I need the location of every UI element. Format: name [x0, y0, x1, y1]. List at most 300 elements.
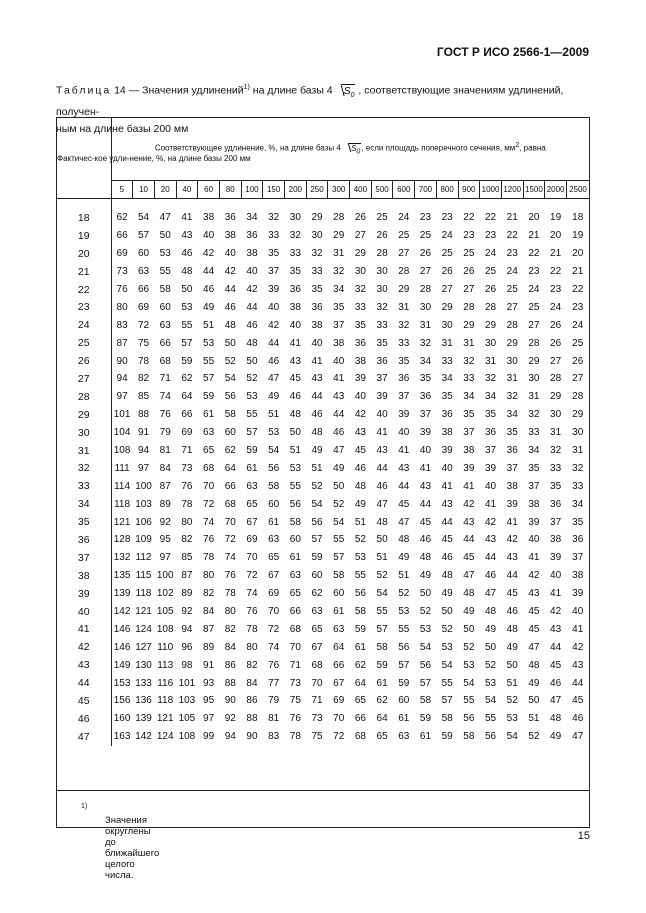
table-cell: 41 [441, 480, 453, 492]
table-cell: 23 [506, 248, 518, 260]
area-column-header: 100 [241, 181, 263, 199]
table-cell: 50 [463, 623, 475, 635]
table-cell: 37 [550, 516, 562, 528]
table-cell: 54 [484, 695, 497, 707]
table-cell: 43 [463, 516, 475, 528]
area-column-header: 40 [176, 181, 198, 199]
elongation-200mm-cell: 25 [57, 334, 111, 352]
table-cell: 51 [528, 713, 540, 725]
table-cell: 23 [441, 212, 453, 224]
table-cell: 36 [246, 230, 258, 242]
table-cell: 47 [572, 731, 584, 743]
table-cell: 60 [311, 570, 323, 582]
table-cell: 50 [441, 606, 453, 618]
table-cell: 32 [376, 301, 388, 313]
table-cell: 22 [572, 284, 584, 295]
table-cell: 32 [550, 445, 562, 457]
table-cell: 40 [398, 427, 410, 439]
elongation-200mm-cell: 21 [57, 263, 111, 281]
table-cell: 55 [398, 623, 410, 635]
table-cell: 36 [354, 337, 366, 349]
table-cell: 34 [333, 284, 345, 295]
table-cell: 37 [484, 445, 497, 457]
table-cell: 89 [203, 641, 215, 653]
table-cell: 26 [376, 230, 388, 242]
table-cell: 26 [550, 337, 562, 349]
table-cell: 31 [398, 301, 410, 313]
footnote-mark: 1) [81, 803, 88, 810]
table-cell: 124 [135, 623, 152, 635]
table-cell: 66 [181, 409, 193, 421]
table-cell: 45 [528, 606, 540, 618]
table-cell: 33 [289, 248, 301, 260]
table-cell: 47 [463, 570, 475, 582]
table-cell: 132 [113, 552, 131, 564]
table-cell: 76 [203, 534, 215, 546]
table-cell: 43 [289, 355, 301, 367]
table-row [57, 495, 589, 513]
table-cell: 45 [289, 373, 301, 385]
table-cell: 63 [333, 623, 345, 635]
table-cell: 44 [224, 284, 236, 295]
table-cell: 34 [246, 212, 258, 224]
table-cell: 62 [224, 445, 236, 457]
table-cell: 48 [224, 319, 236, 331]
table-cell: 39 [376, 391, 388, 403]
table-cell: 87 [159, 480, 171, 492]
table-cell: 82 [246, 659, 258, 671]
table-cell: 32 [528, 409, 540, 421]
table-cell: 41 [398, 445, 410, 457]
table-cell: 34 [528, 445, 540, 457]
table-cell: 80 [116, 301, 128, 313]
table-cell: 26 [572, 355, 584, 367]
table-cell: 58 [419, 695, 432, 707]
elongation-200mm-cell: 46 [57, 710, 111, 728]
table-cell: 90 [116, 355, 128, 367]
table-cell: 95 [203, 695, 215, 707]
table-cell: 38 [550, 534, 562, 546]
table-cell: 108 [113, 445, 131, 457]
table-row [57, 513, 589, 531]
area-column-header: 700 [415, 181, 437, 199]
table-cell: 41 [333, 373, 345, 385]
table-cell: 40 [268, 301, 280, 313]
table-cell: 127 [135, 641, 152, 653]
table-cell: 59 [398, 677, 410, 689]
table-cell: 44 [484, 552, 497, 564]
table-cell: 35 [506, 427, 518, 439]
elongation-200mm-cell: 40 [57, 603, 111, 621]
area-column-header: 300 [328, 181, 350, 199]
table-cell: 62 [181, 373, 193, 385]
table-cell: 46 [354, 462, 366, 474]
table-cell: 65 [376, 731, 388, 743]
table-cell: 68 [289, 623, 301, 635]
table-cell: 35 [528, 462, 540, 474]
table-cell: 31 [572, 445, 584, 457]
table-cell: 52 [506, 695, 518, 707]
table-row [57, 370, 589, 388]
table-cell: 43 [311, 373, 323, 385]
table-cell: 104 [113, 427, 131, 439]
table-cell: 72 [268, 623, 280, 635]
table-cell: 40 [289, 319, 301, 331]
table-cell: 84 [159, 462, 171, 474]
table-cell: 97 [159, 552, 171, 564]
table-cell: 34 [441, 373, 453, 385]
table-cell: 42 [528, 570, 540, 582]
table-cell: 79 [159, 427, 171, 439]
elongation-200mm-cell: 39 [57, 585, 111, 603]
elongation-200mm-cell: 43 [57, 656, 111, 674]
table-row [57, 638, 589, 656]
table-cell: 44 [572, 677, 584, 689]
table-cell: 31 [550, 427, 562, 439]
table-cell: 29 [528, 355, 540, 367]
table-cell: 61 [354, 641, 366, 653]
table-cell: 68 [311, 659, 323, 671]
table-cell: 37 [463, 427, 475, 439]
table-cell: 31 [463, 337, 475, 349]
table-cell: 56 [224, 391, 236, 403]
table-cell: 50 [506, 659, 518, 671]
table-cell: 40 [333, 355, 345, 367]
table-cell: 72 [137, 319, 150, 331]
table-cell: 30 [376, 266, 388, 278]
table-cell: 93 [203, 677, 215, 689]
table-cell: 49 [484, 623, 497, 635]
table-cell: 34 [419, 355, 432, 367]
table-cell: 29 [484, 319, 497, 331]
table-cell: 31 [506, 373, 518, 385]
table-cell: 64 [224, 462, 236, 474]
table-cell: 89 [181, 588, 193, 600]
table-cell: 63 [246, 480, 258, 492]
table-cell: 89 [159, 498, 171, 510]
table-cell: 115 [135, 570, 152, 582]
table-cell: 28 [506, 319, 518, 331]
table-cell: 52 [484, 659, 497, 671]
area-column-header: 60 [198, 181, 220, 199]
table-cell: 44 [463, 534, 475, 546]
table-cell: 112 [135, 552, 152, 564]
area-column-header: 150 [263, 181, 285, 199]
table-cell: 36 [398, 373, 410, 385]
table-cell: 32 [419, 337, 432, 349]
table-cell: 86 [246, 695, 258, 707]
table-cell: 62 [354, 659, 366, 671]
table-cell: 43 [572, 659, 584, 671]
table-cell: 105 [156, 606, 174, 618]
table-cell: 39 [463, 462, 475, 474]
table-cell: 114 [114, 480, 131, 492]
table-cell: 146 [113, 623, 131, 635]
table-cell: 57 [246, 427, 258, 439]
table-cell: 46 [506, 606, 518, 618]
table-cell: 54 [419, 641, 432, 653]
table-cell: 82 [203, 588, 215, 600]
table-cell: 46 [181, 248, 193, 260]
elongation-200mm-cell: 45 [57, 692, 111, 710]
table-cell: 32 [484, 373, 497, 385]
table-row [57, 245, 589, 263]
table-cell: 36 [311, 301, 323, 313]
area-column-header: 250 [306, 181, 328, 199]
table-cell: 47 [484, 588, 497, 600]
table-cell: 68 [159, 355, 171, 367]
table-cell: 50 [246, 355, 258, 367]
table-cell: 65 [311, 623, 323, 635]
table-cell: 94 [116, 373, 128, 385]
table-row [57, 227, 589, 245]
table-cell: 76 [268, 659, 280, 671]
table-cell: 22 [528, 248, 540, 260]
table-cell: 92 [159, 516, 171, 528]
table-cell: 39 [419, 427, 432, 439]
table-cell: 67 [311, 641, 323, 653]
table-cell: 77 [268, 677, 280, 689]
table-cell: 61 [203, 409, 215, 421]
formula-sub: 0 [350, 91, 355, 99]
table-cell: 78 [224, 588, 236, 600]
table-cell: 35 [376, 337, 388, 349]
table-cell: 53 [419, 623, 432, 635]
table-cell: 72 [203, 498, 215, 510]
table-cell: 44 [268, 337, 280, 349]
table-row [57, 567, 589, 585]
table-cell: 40 [528, 534, 540, 546]
table-cell: 23 [572, 301, 584, 313]
table-cell: 29 [550, 391, 562, 403]
table-cell: 66 [159, 337, 171, 349]
table-row [57, 692, 589, 710]
table-cell: 42 [268, 319, 280, 331]
table-cell: 49 [311, 445, 323, 457]
table-cell: 28 [572, 391, 584, 403]
table-cell: 53 [289, 462, 301, 474]
formula-s: S [343, 84, 351, 97]
table-cell: 41 [572, 623, 584, 635]
table-cell: 37 [572, 552, 584, 564]
table-cell: 36 [289, 284, 301, 295]
table-cell: 52 [398, 588, 410, 600]
table-cell: 54 [333, 516, 345, 528]
area-column-header: 200 [285, 181, 307, 199]
table-cell: 48 [550, 713, 562, 725]
table-cell: 46 [484, 570, 497, 582]
table-row [57, 531, 589, 549]
table-cell: 46 [268, 355, 280, 367]
table-cell: 26 [419, 248, 432, 260]
table-cell: 47 [550, 695, 562, 707]
table-cell: 61 [419, 731, 432, 743]
table-cell: 25 [528, 301, 540, 313]
area-column-header: 400 [350, 181, 372, 199]
table-cell: 25 [419, 230, 432, 242]
table-cell: 50 [419, 588, 432, 600]
table-cell: 48 [463, 588, 475, 600]
table-cell: 63 [398, 731, 410, 743]
table-cell: 22 [506, 230, 518, 242]
table-cell: 36 [484, 427, 497, 439]
table-cell: 38 [463, 445, 475, 457]
table-cell: 48 [419, 552, 432, 564]
table-row [57, 298, 589, 316]
table-cell: 47 [268, 373, 280, 385]
table-cell: 52 [246, 373, 258, 385]
table-cell: 28 [398, 266, 410, 278]
table-cell: 156 [113, 695, 131, 707]
table-cell: 55 [484, 713, 497, 725]
area-column-header: 2500 [566, 181, 589, 199]
table-cell: 53 [246, 391, 258, 403]
table-cell: 45 [572, 695, 584, 707]
table-cell: 41 [506, 516, 518, 528]
table-cell: 45 [463, 552, 475, 564]
table-cell: 88 [246, 713, 258, 725]
table-cell: 36 [550, 498, 562, 510]
table-cell: 73 [116, 266, 128, 278]
table-cell: 160 [113, 713, 131, 725]
table-cell: 51 [289, 445, 301, 457]
table-cell: 60 [333, 588, 345, 600]
table-cell: 57 [398, 659, 410, 671]
table-cell: 100 [156, 570, 174, 582]
table-cell: 149 [113, 659, 131, 671]
table-cell: 51 [354, 516, 366, 528]
table-row [57, 674, 589, 692]
area-column-header: 2000 [545, 181, 567, 199]
table-cell: 67 [268, 570, 280, 582]
table-cell: 39 [484, 462, 497, 474]
table-cell: 53 [268, 427, 280, 439]
table-cell: 49 [528, 677, 540, 689]
table-cell: 53 [203, 337, 215, 349]
table-cell: 49 [550, 731, 562, 743]
table-cell: 29 [354, 248, 366, 260]
table-cell: 54 [137, 212, 150, 224]
table-cell: 54 [224, 373, 236, 385]
sqrt-so-formula [336, 83, 356, 104]
table-cell: 83 [116, 319, 128, 331]
elongation-200mm-cell: 20 [57, 245, 111, 263]
table-cell: 70 [333, 713, 345, 725]
table-cell: 29 [311, 212, 323, 224]
caption-number: 14 [114, 84, 126, 97]
table-cell: 19 [550, 212, 562, 224]
table-cell: 113 [157, 659, 174, 671]
table-cell: 56 [311, 516, 323, 528]
table-cell: 42 [246, 284, 258, 295]
table-cell: 103 [178, 695, 196, 707]
table-cell: 24 [484, 248, 497, 260]
table-cell: 67 [333, 677, 345, 689]
table-cell: 43 [354, 427, 366, 439]
caption-line-2: ным на длине базы 200 мм [56, 122, 189, 135]
table-cell: 58 [441, 713, 453, 725]
table-cell: 88 [224, 677, 236, 689]
table-cell: 76 [181, 480, 193, 492]
table-cell: 54 [441, 659, 453, 671]
table-cell: 43 [484, 534, 497, 546]
table-cell: 33 [268, 230, 280, 242]
table-cell: 51 [376, 552, 388, 564]
table-row [57, 459, 589, 477]
table-cell: 72 [246, 570, 258, 582]
table-cell: 37 [528, 480, 540, 492]
table-cell: 59 [441, 731, 453, 743]
table-cell: 66 [354, 713, 366, 725]
table-cell: 42 [463, 498, 475, 510]
table-cell: 46 [289, 391, 301, 403]
table-cell: 41 [181, 212, 193, 224]
table-cell: 52 [528, 731, 540, 743]
area-column-header: 500 [371, 181, 393, 199]
table-cell: 153 [113, 677, 131, 689]
table-cell: 69 [246, 534, 258, 546]
table-cell: 35 [484, 409, 497, 421]
table-cell: 25 [441, 248, 453, 260]
table-cell: 46 [572, 713, 584, 725]
table-cell: 31 [484, 355, 497, 367]
area-column-header: 800 [436, 181, 458, 199]
table-cell: 31 [528, 391, 540, 403]
table-cell: 42 [506, 534, 518, 546]
caption-text-1: — Значения удлинений [125, 84, 244, 97]
table-cell: 90 [224, 695, 236, 707]
table-cell: 59 [203, 391, 215, 403]
table-cell: 59 [419, 713, 432, 725]
table-cell: 74 [224, 552, 236, 564]
table-cell: 24 [528, 284, 540, 295]
table-cell: 66 [224, 480, 236, 492]
table-cell: 30 [572, 427, 584, 439]
table-cell: 25 [398, 230, 410, 242]
table-cell: 51 [268, 409, 280, 421]
table-cell: 39 [354, 373, 366, 385]
table-cell: 33 [572, 480, 584, 492]
table-cell: 48 [441, 570, 453, 582]
table-cell: 59 [354, 623, 366, 635]
table-cell: 52 [354, 534, 366, 546]
table-cell: 33 [376, 319, 388, 331]
table-cell: 20 [550, 230, 562, 242]
table-cell: 108 [178, 731, 196, 743]
table-cell: 25 [376, 212, 388, 224]
table-cell: 75 [137, 337, 150, 349]
table-cell: 27 [550, 355, 562, 367]
table-cell: 101 [113, 409, 131, 421]
table-cell: 163 [113, 731, 131, 743]
table-cell: 40 [572, 606, 584, 618]
table-cell: 32 [398, 319, 410, 331]
table-cell: 31 [333, 248, 345, 260]
table-cell: 54 [376, 588, 388, 600]
table-cell: 78 [137, 355, 150, 367]
table-cell: 88 [137, 409, 150, 421]
table-cell: 75 [289, 695, 301, 707]
table-cell: 30 [354, 266, 366, 278]
table-cell: 37 [506, 462, 518, 474]
table-cell: 69 [333, 695, 345, 707]
area-column-header: 5 [111, 181, 133, 199]
table-cell: 21 [528, 230, 540, 242]
table-cell: 26 [550, 319, 562, 331]
table-cell: 63 [311, 606, 323, 618]
table-cell: 34 [506, 409, 518, 421]
table-cell: 41 [528, 552, 540, 564]
